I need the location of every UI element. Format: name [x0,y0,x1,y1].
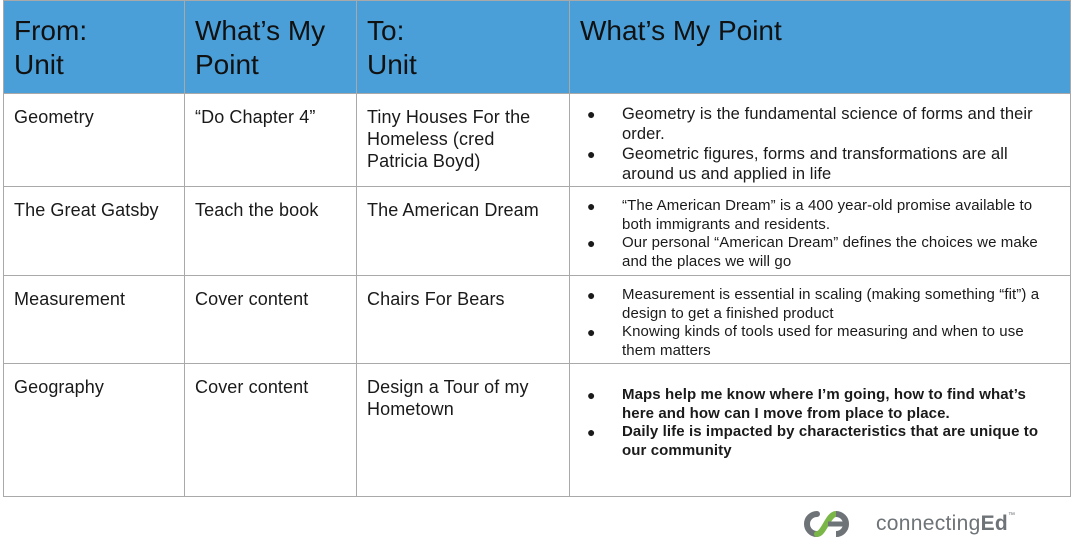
table-row [4,187,1071,276]
list-item [582,234,1060,271]
header-from-line1: From: [14,15,88,46]
point-cell: Cover content [185,364,357,497]
list-item [582,197,1060,234]
header-whats-my-point-2 [570,1,1071,94]
list-item [582,144,1060,184]
bullet-text: Our personal “American Dream” defines the choices we make and the places we will go [622,234,1038,270]
list-item [582,386,1060,423]
from-unit-cell: The Great Gatsby [4,187,185,276]
connectinged-logo [798,504,1058,544]
header-point1-line2: Point [195,49,259,80]
from-unit-cell: Geometry [4,94,185,187]
connectinged-logo-text [876,512,1015,536]
from-unit-cell: Geography [4,364,185,497]
points-list [582,104,1060,184]
points-list [582,386,1060,460]
list-item [582,286,1060,323]
bullet-icon: ● [587,235,596,251]
list-item [582,104,1060,144]
logo-text-regular: connecting [876,512,981,535]
to-unit-cell: Tiny Houses For the Homeless (cred Patricia Boyd) [357,94,570,187]
list-item [582,323,1060,360]
table-row [4,364,1071,497]
point-cell: “Do Chapter 4” [185,94,357,187]
header-to-line2: Unit [367,49,417,80]
bullet-text: Knowing kinds of tools used for measuring and when to use them matters [622,323,1024,359]
bullet-icon: ● [587,198,596,214]
to-unit-cell: Design a Tour of my Hometown [357,364,570,497]
header-from-unit [4,1,185,94]
to-unit-cell: Chairs For Bears [357,276,570,364]
header-row [4,1,1071,94]
points-cell [570,364,1071,497]
points-list [582,197,1060,271]
points-cell [570,276,1071,364]
logo-text-bold: Ed [980,512,1009,535]
header-to-unit [357,1,570,94]
bullet-icon: ● [587,324,596,340]
bullet-text: Maps help me know where I’m going, how to find what’s here and how can I move from place to place. [622,386,1026,422]
from-unit-cell: Measurement [4,276,185,364]
list-item [582,423,1060,460]
table-row [4,276,1071,364]
bullet-icon: ● [587,287,596,303]
unit-comparison-table [3,0,1071,497]
logo-trademark: ™ [1008,512,1016,519]
header-to-line1: To: [367,15,405,46]
bullet-icon: ● [587,106,596,122]
bullet-text: Geometric figures, forms and transformations are all around us and applied in life [622,145,1008,183]
to-unit-cell: The American Dream [357,187,570,276]
header-point2: What’s My Point [580,15,782,46]
bullet-icon: ● [587,387,596,403]
points-cell [570,187,1071,276]
table-row [4,94,1071,187]
points-cell [570,94,1071,187]
point-cell: Teach the book [185,187,357,276]
bullet-icon: ● [587,424,596,440]
bullet-text: Measurement is essential in scaling (making something “fit”) a design to get a finished product [622,286,1040,322]
bullet-text: Daily life is impacted by characteristics that are unique to our community [622,423,1039,459]
bullet-icon: ● [587,146,596,162]
points-list [582,286,1060,360]
point-cell: Cover content [185,276,357,364]
header-from-line2: Unit [14,49,64,80]
header-point1-line1: What’s My [195,15,326,46]
connectinged-logo-icon [798,504,862,544]
bullet-text: Geometry is the fundamental science of forms and their order. [622,105,1033,143]
header-whats-my-point-1 [185,1,357,94]
bullet-text: “The American Dream” is a 400 year-old promise available to both immigrants and residents. [622,197,1033,233]
